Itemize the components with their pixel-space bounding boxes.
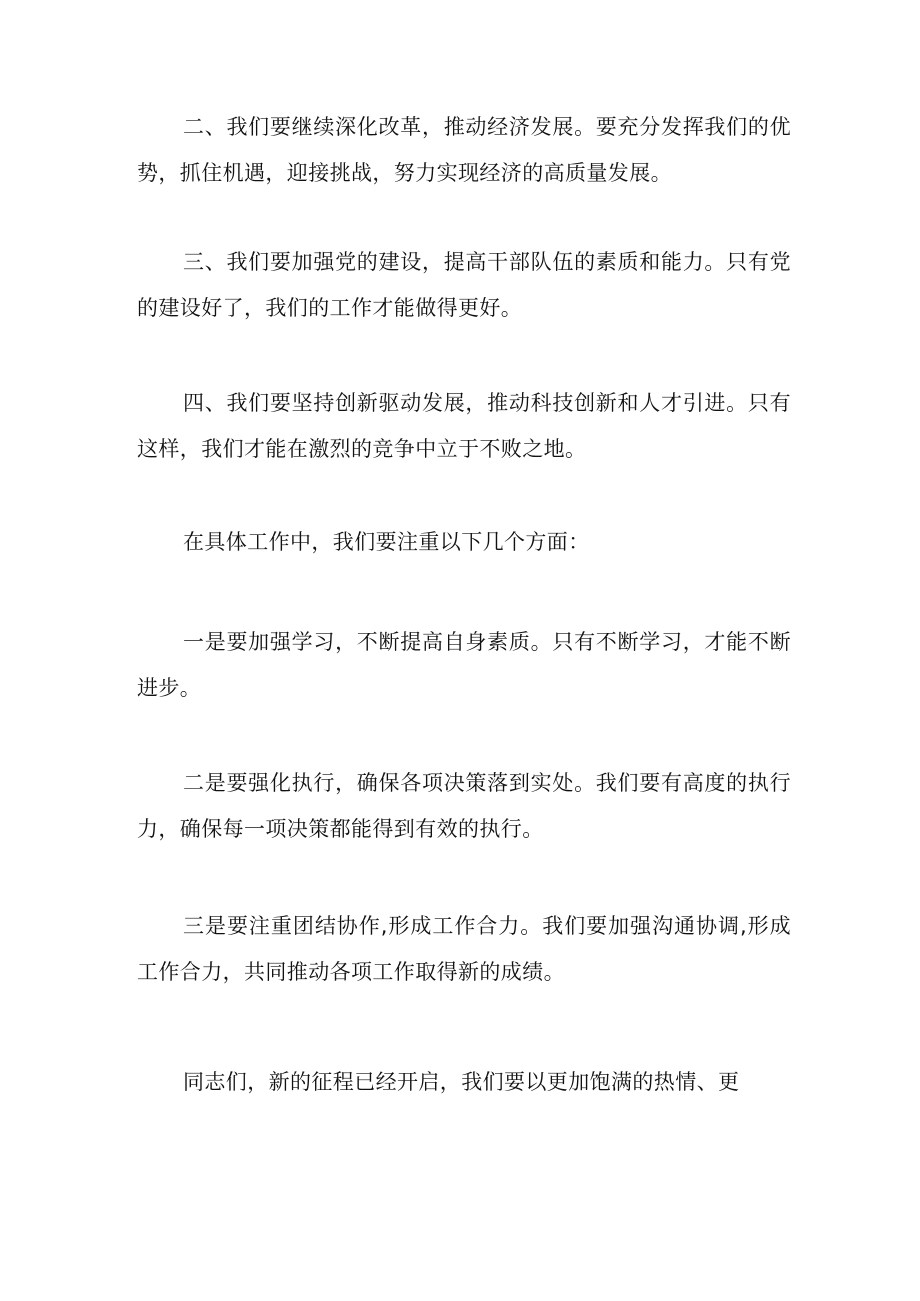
paragraph-innovation: 四、我们要坚持创新驱动发展，推动科技创新和人才引进。只有这样，我们才能在激烈的竞争中立于不败之地。 — [137, 391, 791, 461]
paragraph-party-building: 三、我们要加强党的建设，提高干部队伍的素质和能力。只有党的建设好了，我们的工作才能做得更好。 — [137, 250, 791, 320]
paragraph-work-focus-intro: 在具体工作中，我们要注重以下几个方面： — [183, 530, 590, 554]
paragraph-closing: 同志们，新的征程已经开启，我们要以更加饱满的热情、更 — [183, 1070, 740, 1094]
paragraph-reform: 二、我们要继续深化改革，推动经济发展。要充分发挥我们的优势，抓住机遇，迎接挑战，努力实现经济的高质量发展。 — [137, 115, 791, 185]
paragraph-learning: 一是要加强学习，不断提高自身素质。只有不断学习，才能不断进步。 — [137, 630, 791, 700]
paragraph-execution: 二是要强化执行，确保各项决策落到实处。我们要有高度的执行力，确保每一项决策都能得到有效的执行。 — [137, 771, 791, 841]
paragraph-teamwork: 三是要注重团结协作,形成工作合力。我们要加强沟通协调,形成工作合力，共同推动各项工作取得新的成绩。 — [137, 914, 791, 984]
